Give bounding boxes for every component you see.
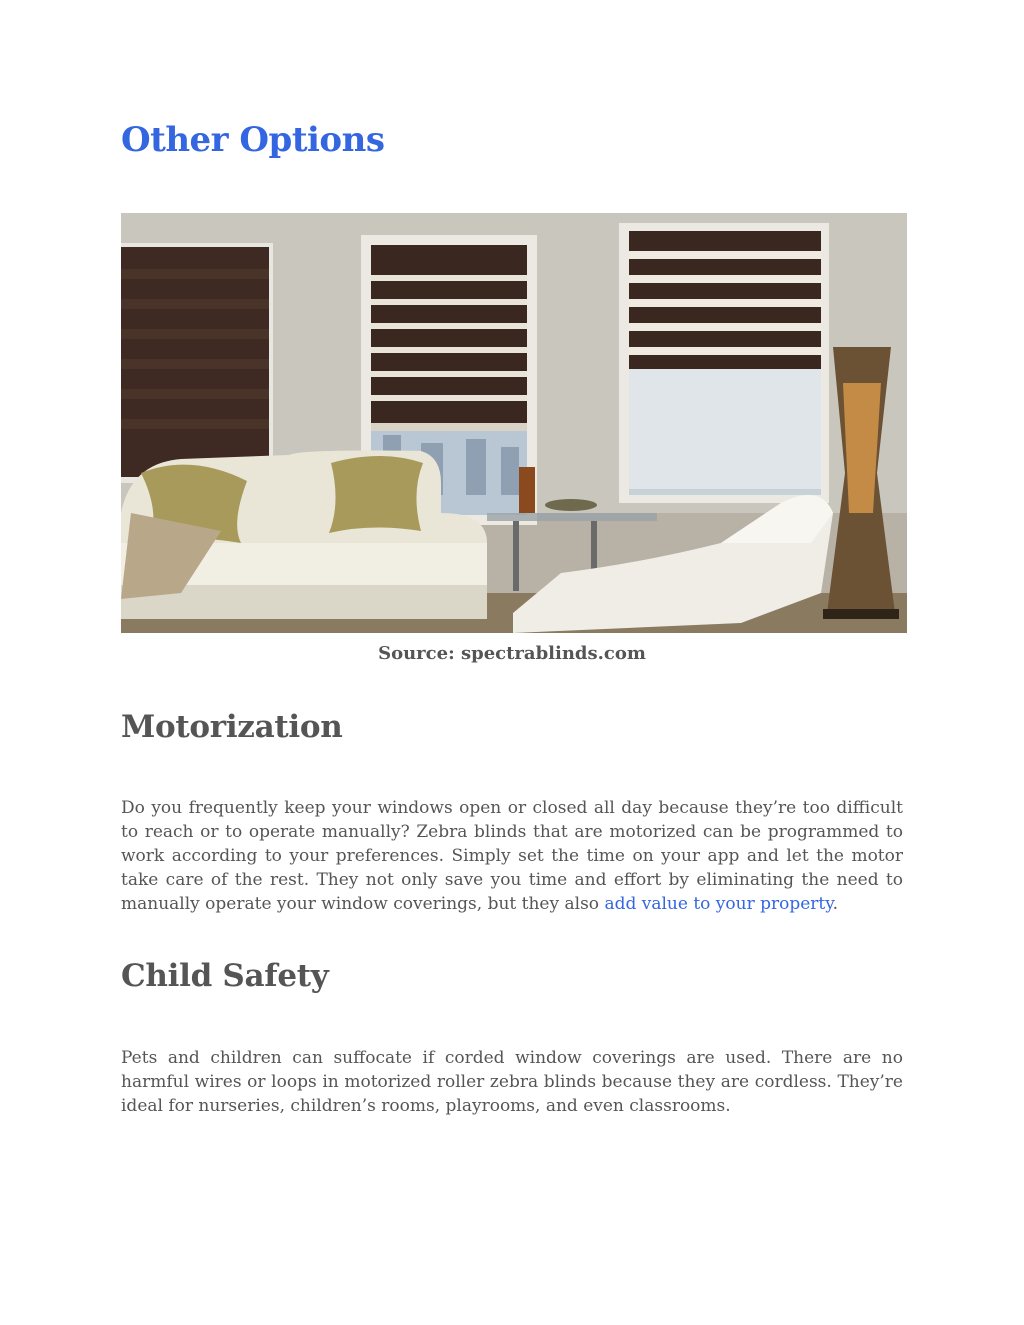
add-value-link[interactable]: add value to your property [604, 894, 833, 914]
child-safety-paragraph: Pets and children can suffocate if corded window coverings are used. There are no harmful wires or loops in motorized roller zebra blinds because they are cordless. They’re ideal for nurseries, children’s rooms, playrooms, and even classrooms. [121, 1048, 903, 1116]
child-safety-heading: Child Safety [121, 958, 329, 994]
motorization-text: Do you frequently keep your windows open or closed all day because they’re too difficult to reach or to operate manually? Zebra blinds that are motorized can be programmed to work according to your preferences. Simply set the time on your app and let the motor take care of the rest. They not only save you time and effort by eliminating the need to manually operate your window coverings, but they also [121, 798, 903, 914]
motorization-paragraph [121, 796, 903, 916]
motorization-text-end: . [832, 894, 839, 914]
image-caption: Source: spectrablinds.com [378, 643, 646, 664]
zebra-blinds-living-room-photo [121, 213, 907, 633]
other-options-heading: Other Options [121, 120, 385, 160]
motorization-heading: Motorization [121, 709, 343, 745]
